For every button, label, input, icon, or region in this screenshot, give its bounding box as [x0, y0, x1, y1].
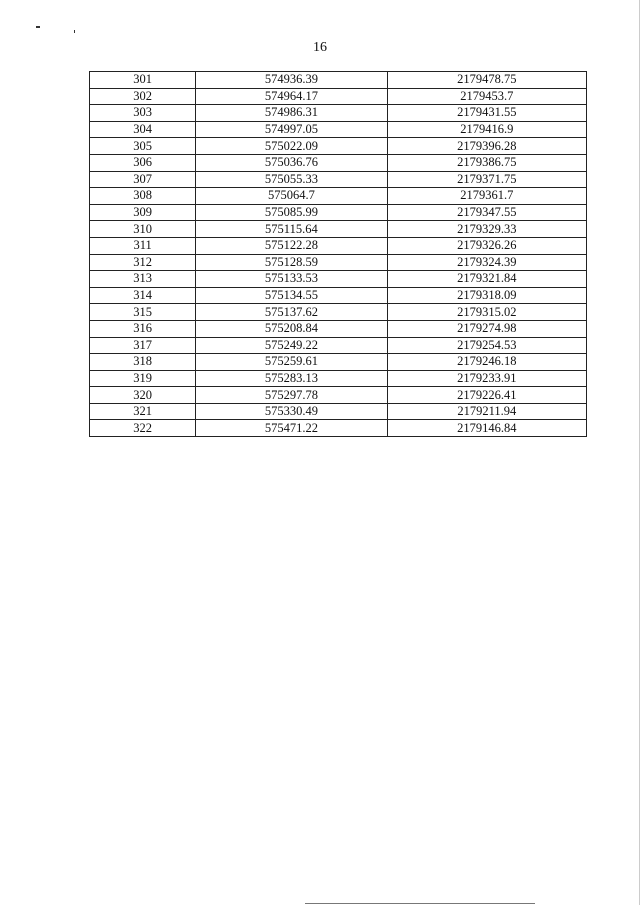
y-coordinate-cell: 2179326.26 [387, 237, 586, 254]
y-coordinate-cell: 2179478.75 [387, 72, 586, 89]
point-number-cell: 310 [90, 221, 196, 238]
bottom-rule [305, 903, 535, 904]
point-number-cell: 314 [90, 287, 196, 304]
table-row [90, 237, 587, 254]
x-coordinate-cell: 575085.99 [196, 204, 387, 221]
y-coordinate-cell: 2179371.75 [387, 171, 586, 188]
y-coordinate-cell: 2179318.09 [387, 287, 586, 304]
table-row [90, 403, 587, 420]
table-row [90, 171, 587, 188]
x-coordinate-cell: 575208.84 [196, 320, 387, 337]
scan-speck [36, 26, 40, 28]
y-coordinate-cell: 2179146.84 [387, 420, 586, 437]
coordinates-table [89, 71, 587, 437]
point-number-cell: 302 [90, 88, 196, 105]
table-row [90, 370, 587, 387]
y-coordinate-cell: 2179324.39 [387, 254, 586, 271]
table-row [90, 287, 587, 304]
x-coordinate-cell: 574964.17 [196, 88, 387, 105]
point-number-cell: 309 [90, 204, 196, 221]
x-coordinate-cell: 575283.13 [196, 370, 387, 387]
table-row [90, 320, 587, 337]
table-row [90, 121, 587, 138]
point-number-cell: 318 [90, 354, 196, 371]
x-coordinate-cell: 575133.53 [196, 271, 387, 288]
table-row [90, 387, 587, 404]
y-coordinate-cell: 2179386.75 [387, 154, 586, 171]
table-row [90, 88, 587, 105]
x-coordinate-cell: 575134.55 [196, 287, 387, 304]
x-coordinate-cell: 575471.22 [196, 420, 387, 437]
x-coordinate-cell: 575055.33 [196, 171, 387, 188]
y-coordinate-cell: 2179254.53 [387, 337, 586, 354]
table-row [90, 271, 587, 288]
y-coordinate-cell: 2179347.55 [387, 204, 586, 221]
y-coordinate-cell: 2179453.7 [387, 88, 586, 105]
x-coordinate-cell: 574936.39 [196, 72, 387, 89]
coordinates-table-body [90, 72, 587, 437]
point-number-cell: 312 [90, 254, 196, 271]
y-coordinate-cell: 2179246.18 [387, 354, 586, 371]
y-coordinate-cell: 2179329.33 [387, 221, 586, 238]
point-number-cell: 313 [90, 271, 196, 288]
table-row [90, 154, 587, 171]
y-coordinate-cell: 2179274.98 [387, 320, 586, 337]
table-row [90, 337, 587, 354]
y-coordinate-cell: 2179233.91 [387, 370, 586, 387]
table-row [90, 354, 587, 371]
point-number-cell: 319 [90, 370, 196, 387]
x-coordinate-cell: 575330.49 [196, 403, 387, 420]
y-coordinate-cell: 2179321.84 [387, 271, 586, 288]
point-number-cell: 307 [90, 171, 196, 188]
x-coordinate-cell: 575259.61 [196, 354, 387, 371]
table-row [90, 105, 587, 122]
x-coordinate-cell: 575036.76 [196, 154, 387, 171]
point-number-cell: 315 [90, 304, 196, 321]
table-row [90, 304, 587, 321]
y-coordinate-cell: 2179361.7 [387, 188, 586, 205]
table-row [90, 254, 587, 271]
x-coordinate-cell: 575064.7 [196, 188, 387, 205]
point-number-cell: 316 [90, 320, 196, 337]
x-coordinate-cell: 575137.62 [196, 304, 387, 321]
x-coordinate-cell: 575249.22 [196, 337, 387, 354]
page-number: 16 [313, 40, 327, 55]
point-number-cell: 317 [90, 337, 196, 354]
point-number-cell: 322 [90, 420, 196, 437]
x-coordinate-cell: 575022.09 [196, 138, 387, 155]
x-coordinate-cell: 575297.78 [196, 387, 387, 404]
y-coordinate-cell: 2179431.55 [387, 105, 586, 122]
table-row [90, 72, 587, 89]
x-coordinate-cell: 574986.31 [196, 105, 387, 122]
point-number-cell: 306 [90, 154, 196, 171]
table-row [90, 221, 587, 238]
x-coordinate-cell: 575115.64 [196, 221, 387, 238]
point-number-cell: 308 [90, 188, 196, 205]
point-number-cell: 321 [90, 403, 196, 420]
x-coordinate-cell: 575122.28 [196, 237, 387, 254]
y-coordinate-cell: 2179226.41 [387, 387, 586, 404]
point-number-cell: 305 [90, 138, 196, 155]
scan-speck [74, 30, 75, 33]
point-number-cell: 301 [90, 72, 196, 89]
point-number-cell: 304 [90, 121, 196, 138]
table-row [90, 138, 587, 155]
table-row [90, 204, 587, 221]
point-number-cell: 320 [90, 387, 196, 404]
y-coordinate-cell: 2179315.02 [387, 304, 586, 321]
table-row [90, 188, 587, 205]
table-row [90, 420, 587, 437]
x-coordinate-cell: 574997.05 [196, 121, 387, 138]
y-coordinate-cell: 2179416.9 [387, 121, 586, 138]
x-coordinate-cell: 575128.59 [196, 254, 387, 271]
point-number-cell: 311 [90, 237, 196, 254]
y-coordinate-cell: 2179396.28 [387, 138, 586, 155]
y-coordinate-cell: 2179211.94 [387, 403, 586, 420]
point-number-cell: 303 [90, 105, 196, 122]
